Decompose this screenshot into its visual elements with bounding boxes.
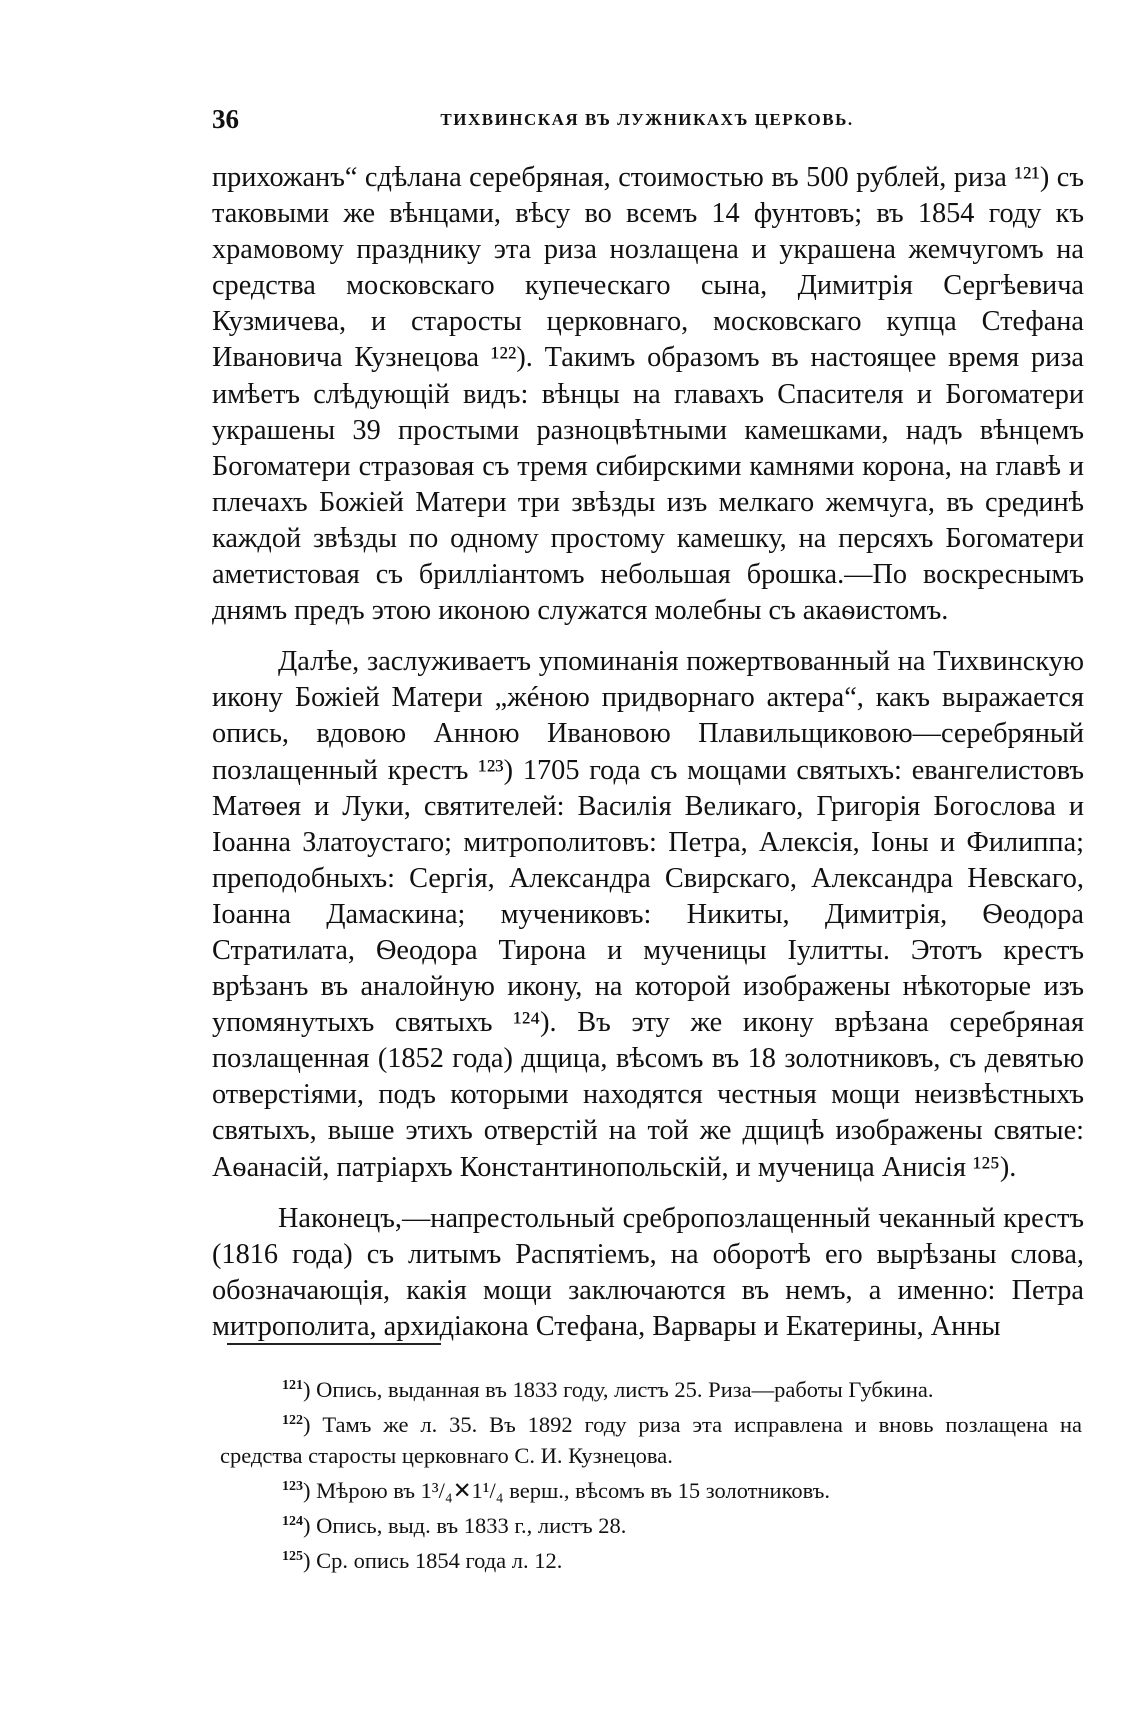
footnote-number: 125 bbox=[282, 1549, 303, 1564]
footnote-125 bbox=[220, 1541, 1082, 1576]
paragraph-2: Далѣе, заслуживаетъ упоминанія пожертвованный на Тихвинскую икону Божіей Матери „жéною придворнаго актера“, какъ выражается опись, вдовою Анною Ивановою Плавильщиковою—серебряный позлащенный крестъ ¹²³) 1705 года съ мощами святыхъ: евангелистовъ Матѳея и Луки, святителей: Василія Великаго, Григорія Богослова и Іоанна Златоустаго; митрополитовъ: Петра, Алексія, Іоны и Филиппа; преподобныхъ: Сергія, Александра Свирскаго, Александра Невскаго, Іоанна Дамаскина; мучениковъ: Никиты, Димитрія, Ѳеодора Стратилата, Ѳеодора Тирона и мученицы Іулитты. Этотъ крестъ врѣзанъ въ аналойную икону, на которой изображены нѣкоторые изъ упомянутыхъ святыхъ ¹²⁴). Въ эту же икону врѣзана серебряная позлащенная (1852 года) дщица, вѣсомъ въ 18 золотниковъ, съ девятью отверстіями, подъ которыми находятся честныя мощи неизвѣстныхъ святыхъ, выше этихъ отверстій на той же дщицѣ изображены святые: Аѳанасій, патріархъ Константинопольскій, и мученица Анисія ¹²⁵). bbox=[212, 646, 1084, 1183]
paragraph-1: прихожанъ“ сдѣлана серебряная, стоимостью въ 500 рублей, риза ¹²¹) съ таковыми же вѣнцами, вѣсу во всемъ 14 фунтовъ; въ 1854 году къ храмовому празднику эта риза нозлащена и украшена жемчугомъ на средства московскаго купеческаго сына, Димитрія Сергѣевича Кузмичева, и старосты церковнаго, московскаго купца Стефана Ивановича Кузнецова ¹²²). Такимъ образомъ въ настоящее время риза имѣетъ слѣдующій видъ: вѣнцы на главахъ Спасителя и Богоматери украшены 39 простыми разноцвѣтными камешками, надъ вѣнцемъ Богоматери стразовая съ тремя сибирскими камнями корона, на главѣ и плечахъ Божіей Матери три звѣзды изъ мелкаго жемчуга, въ срединѣ каждой звѣзды по одному простому камешку, на персяхъ Богоматери аметистовая съ брилліантомъ небольшая брошка.—По воскреснымъ днямъ предъ этою иконою служатся молебны съ акаѳистомъ. bbox=[212, 162, 1084, 627]
footnotes bbox=[220, 1370, 1082, 1576]
footnote-number: 121 bbox=[282, 1378, 303, 1393]
footnote-text: ) Опись, выданная въ 1833 году, листъ 25. Риза—работы Губкина. bbox=[303, 1377, 934, 1402]
footnote-divider bbox=[227, 1343, 441, 1345]
footnote-text: ) Мѣрою въ 1³/₄✕1¹/₄ верш., вѣсомъ въ 15 золотниковъ. bbox=[303, 1478, 830, 1503]
footnote-121 bbox=[220, 1370, 1082, 1405]
footnote-number: 124 bbox=[282, 1514, 303, 1529]
footnote-number: 123 bbox=[282, 1479, 303, 1494]
footnote-123 bbox=[220, 1471, 1082, 1506]
footnote-122 bbox=[220, 1405, 1082, 1471]
footnote-text: ) Опись, выд. въ 1833 г., листъ 28. bbox=[303, 1513, 627, 1538]
footnote-text: ) Тамъ же л. 35. Въ 1892 году риза эта исправлена и вновь позлащена на средства старосты церковнаго С. И. Кузнецова. bbox=[220, 1412, 1082, 1468]
footnote-number: 122 bbox=[282, 1413, 303, 1428]
footnote-124 bbox=[220, 1506, 1082, 1541]
paragraph-3: Наконецъ,—напрестольный сребропозлащенный чеканный крестъ (1816 года) съ литымъ Распятіемъ, на оборотѣ его вырѣзаны слова, обозначающія, какія мощи заключаются въ немъ, а именно: Петра митрополита, архидіакона Стефана, Варвары и Екатерины, Анны bbox=[212, 1202, 1084, 1342]
running-title: ТИХВИНСКАЯ ВЪ ЛУЖНИКАХЪ ЦЕРКОВЬ. bbox=[440, 110, 854, 129]
footnote-text: ) Ср. опись 1854 года л. 12. bbox=[303, 1548, 563, 1573]
page-header bbox=[212, 104, 1082, 138]
page-number: 36 bbox=[212, 104, 239, 134]
main-text bbox=[212, 160, 1084, 1345]
